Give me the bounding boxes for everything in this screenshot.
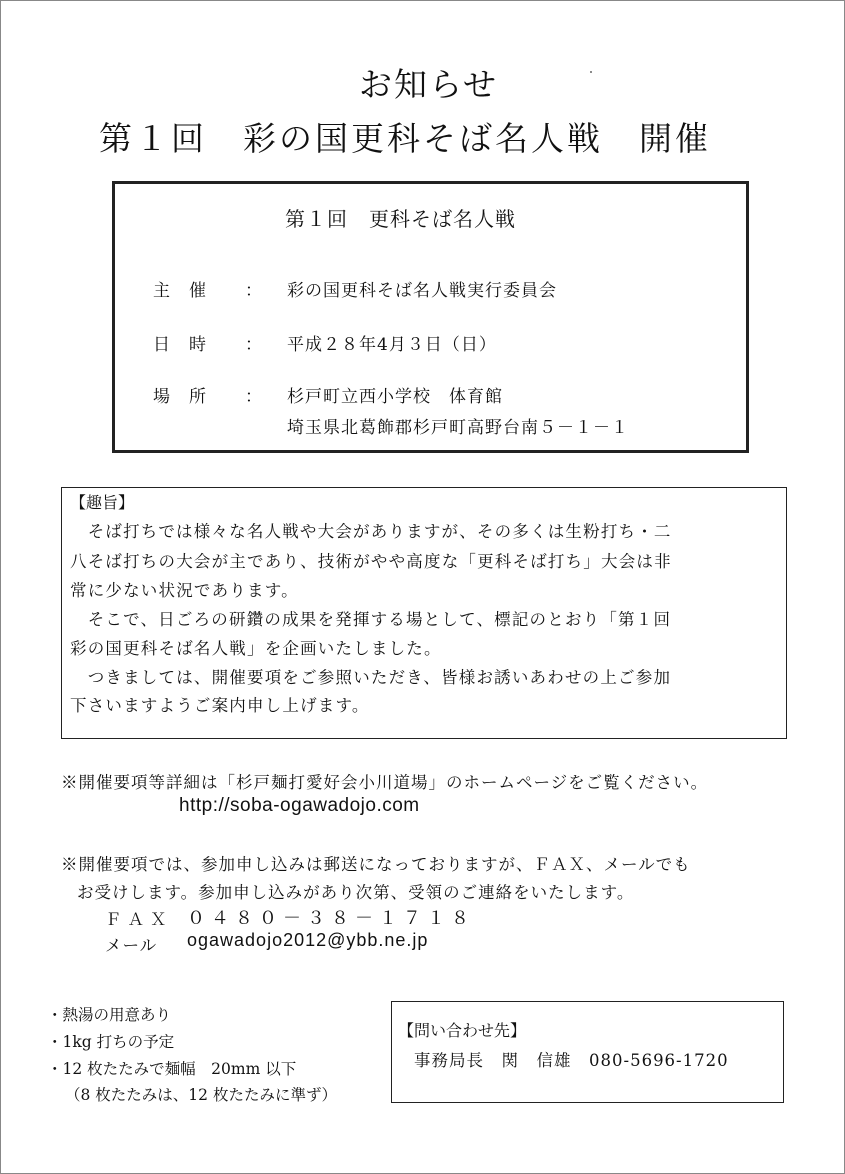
list-item: （8 枚たたみは、12 枚たたみに準ず） <box>65 1086 337 1104</box>
purpose-line: つきましては、開催要項をご参照いただき、皆様お誘いあわせの上ご参加 <box>70 668 672 687</box>
fax-number: ０４８０－３８－１７１８ <box>187 908 475 929</box>
list-item: ・熱湯の用意あり <box>47 1006 172 1024</box>
organizer-colon: ： <box>245 281 262 301</box>
contact-box <box>391 1001 784 1103</box>
apply-note-line2: お受けします。参加申し込みがあり次第、受領のご連絡をいたします。 <box>77 883 635 902</box>
list-item: ・12 枚たたみで麺幅 20mm 以下 <box>47 1060 297 1078</box>
purpose-line: 常に少ない状況であります。 <box>70 581 299 600</box>
venue-colon: ： <box>245 387 262 407</box>
fax-label: ＦＡＸ <box>105 910 173 929</box>
email-address[interactable]: ogawadojo2012@ybb.ne.jp <box>187 930 429 950</box>
event-title: 第１回 更科そば名人戦 <box>285 207 516 231</box>
venue-name: 杉戸町立西小学校 体育館 <box>287 387 503 407</box>
venue-address: 埼玉県北葛飾郡杉戸町高野台南５－１－１ <box>287 418 629 438</box>
datetime-colon: ： <box>245 335 262 355</box>
notice-heading: お知らせ <box>358 65 498 104</box>
purpose-line: 下さいますようご案内申し上げます。 <box>70 696 370 715</box>
list-item: ・1kg 打ちの予定 <box>47 1033 175 1051</box>
mail-label: メール <box>105 936 158 955</box>
contact-details: 事務局長 関 信雄 080-5696-1720 <box>414 1051 729 1070</box>
datetime-label: 日 時 <box>153 335 207 355</box>
event-info-box <box>112 181 749 453</box>
homepage-url[interactable]: http://soba-ogawadojo.com <box>179 795 420 816</box>
main-title: 第１回 彩の国更科そば名人戦 開催 <box>99 119 711 158</box>
purpose-box <box>61 487 787 739</box>
purpose-line: 八そば打ちの大会が主であり、技術がやや高度な「更科そば打ち」大会は非 <box>70 552 672 571</box>
purpose-line: 彩の国更科そば名人戦」を企画いたしました。 <box>70 639 442 658</box>
homepage-note: ※開催要項等詳細は「杉戸麺打愛好会小川道場」のホームページをご覧ください。 <box>61 773 709 792</box>
datetime-value: 平成２８年4月３日（日） <box>287 335 497 355</box>
organizer-value: 彩の国更科そば名人戦実行委員会 <box>287 281 557 301</box>
purpose-heading: 【趣旨】 <box>70 493 135 512</box>
venue-label: 場 所 <box>153 387 207 407</box>
purpose-line: そこで、日ごろの研鑽の成果を発揮する場として、標記のとおり「第１回 <box>70 610 672 629</box>
organizer-label: 主 催 <box>153 281 207 301</box>
apply-note-line1: ※開催要項では、参加申し込みは郵送になっておりますが、ＦＡＸ、メールでも <box>61 855 691 874</box>
contact-heading: 【問い合わせ先】 <box>398 1021 527 1040</box>
purpose-line: そば打ちでは様々な名人戦や大会がありますが、その多くは生粉打ち・二 <box>70 522 672 541</box>
